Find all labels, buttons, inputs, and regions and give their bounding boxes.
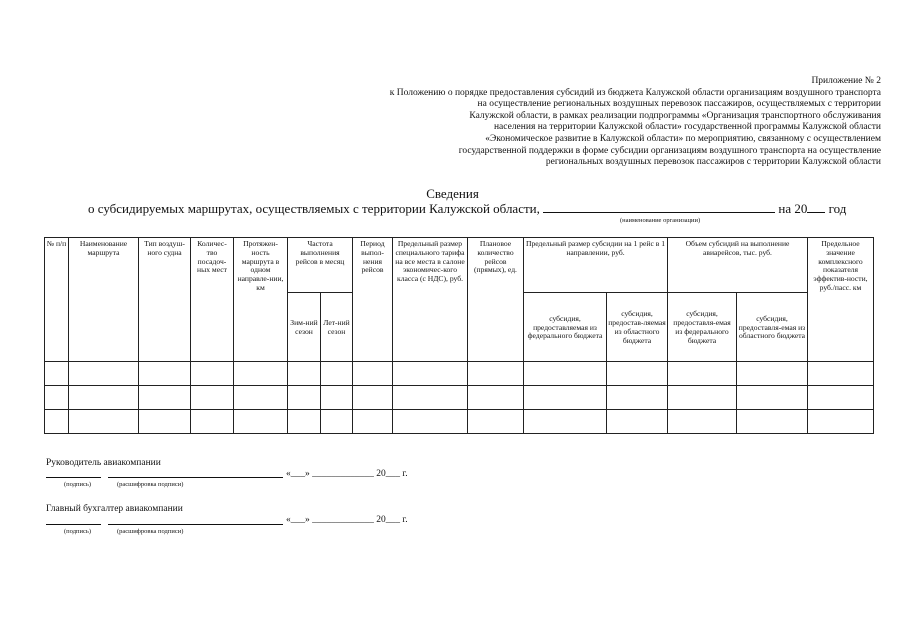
header-indicator: Предельное значение комплексного показателя эффектив-ности, руб./пасс. км: [808, 238, 874, 362]
accountant-sign-caption: (подпись): [64, 528, 91, 535]
head-signature-label: Руководитель авиакомпании: [46, 458, 161, 468]
document-title: Сведения: [426, 186, 479, 201]
routes-table: [44, 237, 874, 434]
accountant-sign-line[interactable]: [46, 524, 101, 525]
accountant-decode-line[interactable]: [108, 524, 283, 525]
appendix-line: населения на территории Калужской области» государственной программы Калужской области: [493, 122, 881, 133]
document-subtitle: [88, 201, 846, 217]
head-decode-caption: (расшифровка подписи): [117, 481, 184, 488]
subtitle-year-prefix: на 20: [778, 201, 808, 216]
head-date-field[interactable]: «___» _____________ 20___ г.: [286, 469, 408, 479]
accountant-date-field[interactable]: «___» _____________ 20___ г.: [286, 515, 408, 525]
subtitle-text: о субсидируемых маршрутах, осуществляемых с территории Калужской области,: [88, 201, 540, 216]
appendix-line: государственной поддержки в форме субсидии организациям воздушного транспорта на осуществление: [458, 145, 881, 156]
header-planned-flights: Плановое количество рейсов (прямых), ед.: [468, 238, 524, 362]
head-decode-line[interactable]: [108, 477, 283, 478]
organization-blank: [543, 201, 775, 213]
header-volume-regional: субсидия, предоставля-емая из областного бюджета: [737, 293, 808, 362]
appendix-header: [281, 76, 881, 169]
header-period: Период выпол-нения рейсов: [353, 238, 393, 362]
header-volume-federal: субсидия, предоставля-емая из федерального бюджета: [668, 293, 737, 362]
header-length: Протяжен-ность маршрута в одном направле-нии, км: [234, 238, 288, 362]
header-aircraft-type: Тип воздуш-ного судна: [139, 238, 191, 362]
header-winter: Зим-ний сезон: [288, 293, 321, 362]
appendix-line: к Положению о порядке предоставления субсидий из бюджета Калужской области организациям воздушного транспорта: [389, 87, 881, 98]
organization-caption: (наименование организации): [620, 217, 701, 224]
appendix-line: Приложение № 2: [811, 76, 881, 86]
header-frequency: Частота выполнения рейсов в месяц: [288, 238, 353, 293]
appendix-line: региональных воздушных перевозок пассажиров с территории Калужской области: [545, 157, 881, 168]
table-row: [45, 362, 874, 386]
accountant-signature-label: Главный бухгалтер авиакомпании: [46, 504, 183, 514]
subtitle-year-suffix: год: [828, 201, 847, 216]
header-subsidy-volume: Объем субсидий на выполнение авиарейсов, тыс. руб.: [668, 238, 808, 293]
header-max-tariff: Предельный размер специального тарифа на все места в салоне экономичес-кого класса (с НДС), руб.: [393, 238, 468, 362]
header-seats: Количес-тво посадоч-ных мест: [191, 238, 234, 362]
table-row: [45, 410, 874, 434]
appendix-line: на осуществление региональных воздушных перевозок пассажиров, осуществляемых с территории: [477, 99, 881, 110]
header-max-subsidy-regional: субсидия, предостав-ляемая из областного бюджета: [607, 293, 668, 362]
table-row: [45, 386, 874, 410]
header-summer: Лет-ний сезон: [321, 293, 353, 362]
header-max-subsidy-federal: субсидия, предоставляемая из федерального бюджета: [524, 293, 607, 362]
accountant-decode-caption: (расшифровка подписи): [117, 528, 184, 535]
header-route-name: Наименование маршрута: [69, 238, 139, 362]
appendix-line: Калужской области, в рамках реализации подпрограммы «Организация транспортного обслуживания: [469, 110, 881, 121]
head-sign-line[interactable]: [46, 477, 101, 478]
appendix-line: «Экономическое развитие в Калужской области» по мероприятию, связанному с осуществлением: [485, 133, 881, 144]
head-sign-caption: (подпись): [64, 481, 91, 488]
header-no: № п/п: [45, 238, 69, 362]
header-max-subsidy: Предельный размер субсидии на 1 рейс в 1 направлении, руб.: [524, 238, 668, 293]
year-blank: [807, 201, 825, 213]
